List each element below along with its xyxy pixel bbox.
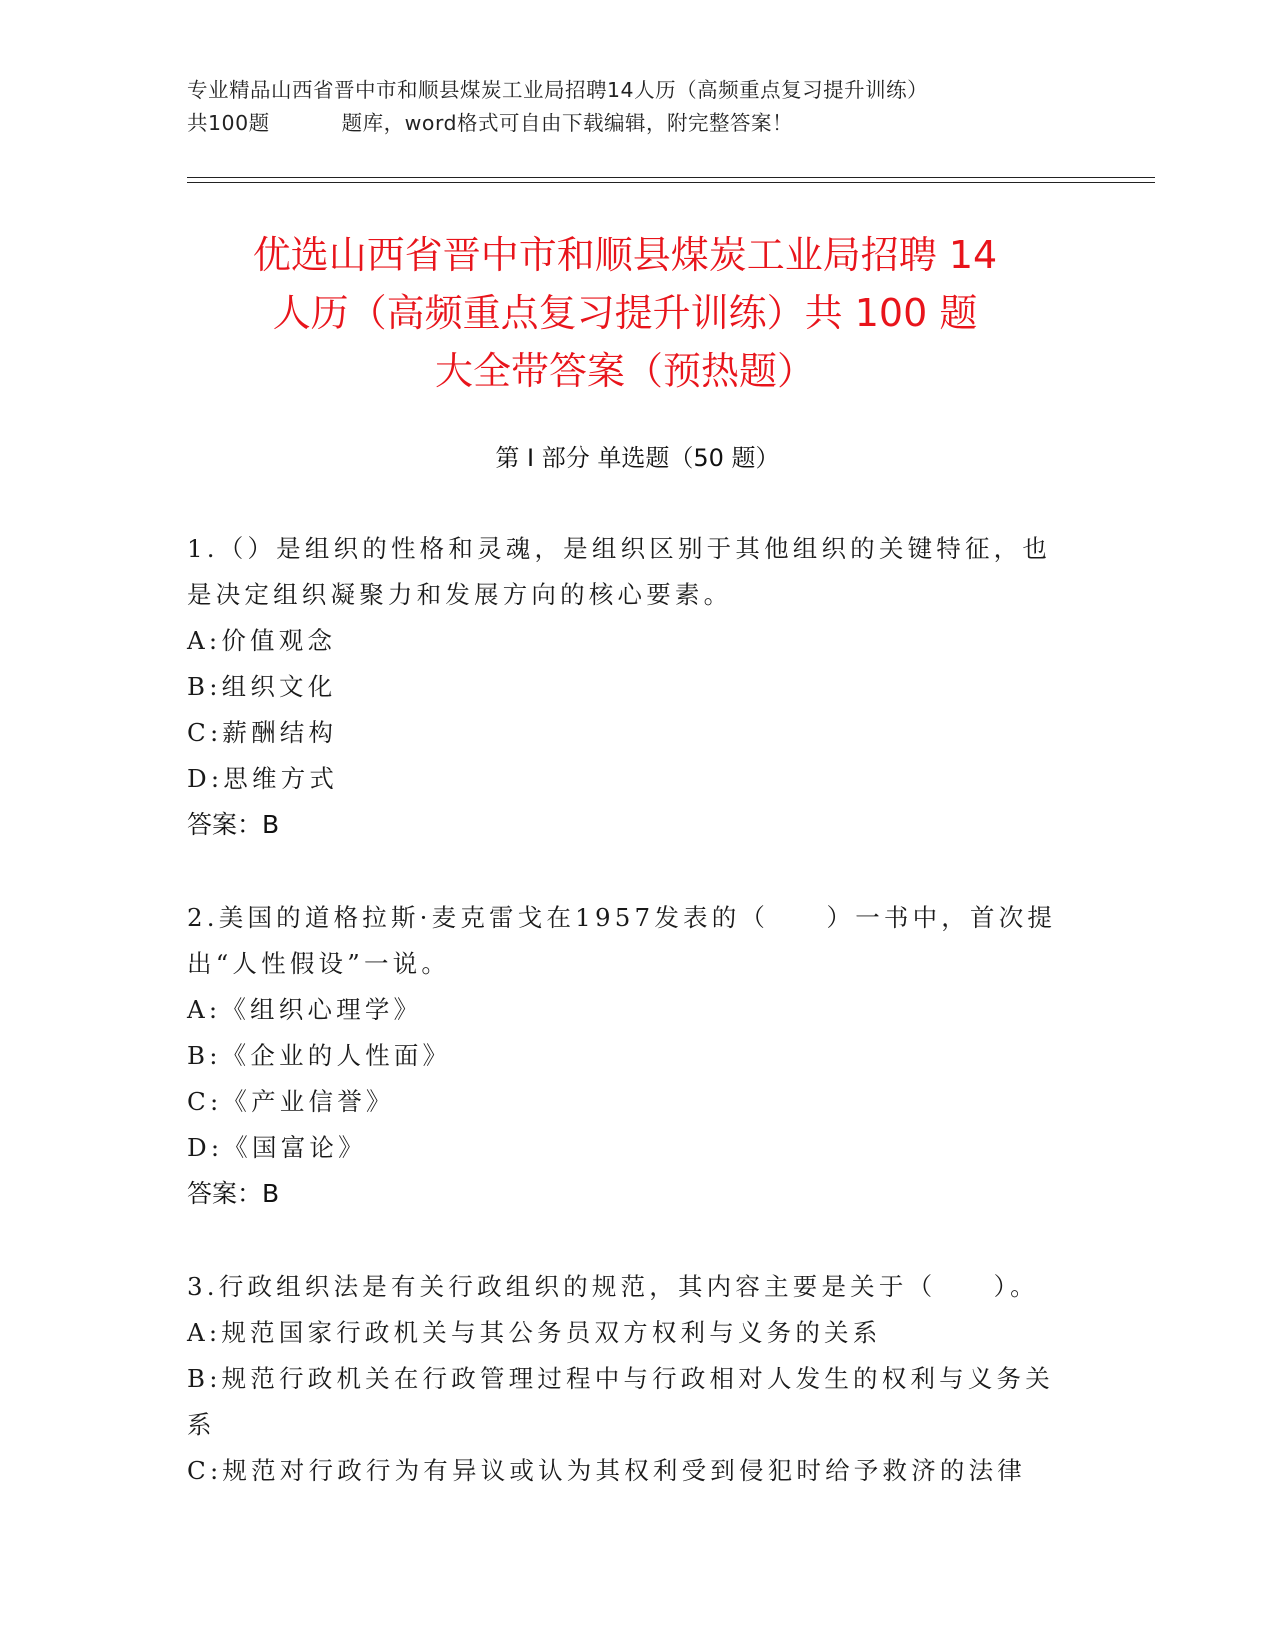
question-2-option-c: C:《产业信誉》 xyxy=(187,1087,395,1116)
question-3-text-line-1: 3.行政组织法是有关行政组织的规范，其内容主要是关于（ ）。 xyxy=(187,1272,1039,1301)
question-1 xyxy=(187,526,1087,848)
document-title xyxy=(170,226,1080,400)
question-1-option-c: C:薪酬结构 xyxy=(187,718,338,747)
question-1-option-a: A:价值观念 xyxy=(187,626,337,655)
header-line-2 xyxy=(187,107,1087,140)
question-list xyxy=(187,526,1087,1541)
question-2 xyxy=(187,895,1087,1217)
title-line-1: 优选山西省晋中市和顺县煤炭工业局招聘 14 xyxy=(252,233,998,277)
question-2-option-b: B:《企业的人性面》 xyxy=(187,1041,452,1070)
question-2-text-line-2: 出“人性假设”一说。 xyxy=(187,949,451,978)
header-rule-bottom xyxy=(187,182,1155,183)
header-note: 题库，word格式可自由下载编辑，附完整答案！ xyxy=(341,111,794,135)
header-line-1: 专业精品山西省晋中市和顺县煤炭工业局招聘14人历（高频重点复习提升训练） xyxy=(187,78,929,102)
page-header xyxy=(187,74,1087,140)
question-3-option-b-continued: 系 xyxy=(187,1410,216,1439)
header-question-count: 共100题 xyxy=(187,111,270,135)
question-3 xyxy=(187,1264,1087,1494)
question-1-text-line-2: 是决定组织凝聚力和发展方向的核心要素。 xyxy=(187,580,733,609)
question-2-text-line-1: 2.美国的道格拉斯·麦克雷戈在1957发表的（ ）一书中，首次提 xyxy=(187,903,1057,932)
question-1-option-b: B:组织文化 xyxy=(187,672,337,701)
question-2-option-d: D:《国富论》 xyxy=(187,1133,367,1162)
question-1-answer: 答案：B xyxy=(187,810,280,839)
question-3-option-a: A:规范国家行政机关与其公务员双方权利与义务的关系 xyxy=(187,1318,882,1347)
question-3-option-b: B:规范行政机关在行政管理过程中与行政相对人发生的权利与义务关 xyxy=(187,1364,1054,1393)
title-line-3: 大全带答案（预热题） xyxy=(434,349,815,393)
question-1-option-d: D:思维方式 xyxy=(187,764,339,793)
question-2-option-a: A:《组织心理学》 xyxy=(187,995,423,1024)
title-line-2: 人历（高频重点复习提升训练）共 100 题 xyxy=(272,291,978,335)
question-3-option-c: C:规范对行政行为有异议或认为其权利受到侵犯时给予救济的法律 xyxy=(187,1456,1026,1485)
header-rule-top xyxy=(187,177,1155,178)
question-2-answer: 答案：B xyxy=(187,1179,280,1208)
section-heading: 第 I 部分 单选题（50 题） xyxy=(495,444,780,472)
question-1-text-line-1: 1.（）是组织的性格和灵魂，是组织区别于其他组织的关键特征，也 xyxy=(187,534,1052,563)
